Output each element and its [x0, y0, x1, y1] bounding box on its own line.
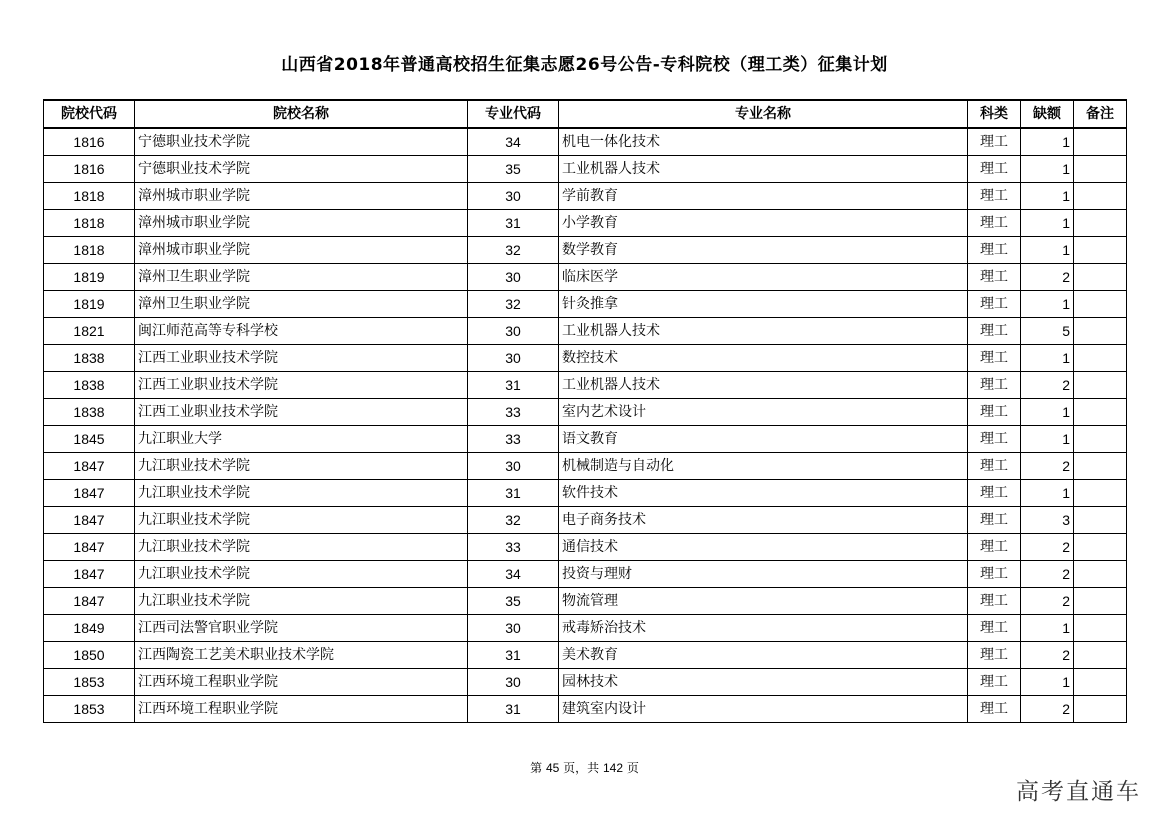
note-cell	[1074, 183, 1127, 210]
school-name-cell: 漳州卫生职业学院	[135, 291, 468, 318]
quota-cell: 1	[1021, 183, 1074, 210]
major-code-cell: 30	[468, 453, 559, 480]
table-row	[44, 264, 1127, 291]
school-name-cell: 漳州城市职业学院	[135, 183, 468, 210]
major-code-cell: 34	[468, 561, 559, 588]
table-row	[44, 588, 1127, 615]
table-row	[44, 642, 1127, 669]
footer-middle: 页，共	[563, 761, 600, 775]
quota-cell: 1	[1021, 210, 1074, 237]
school-code-cell: 1847	[44, 507, 135, 534]
table-row	[44, 534, 1127, 561]
school-code-cell: 1819	[44, 291, 135, 318]
note-cell	[1074, 426, 1127, 453]
table-row	[44, 183, 1127, 210]
category-cell: 理工	[968, 372, 1021, 399]
note-cell	[1074, 128, 1127, 156]
major-name-cell: 物流管理	[559, 588, 968, 615]
note-cell	[1074, 399, 1127, 426]
note-cell	[1074, 615, 1127, 642]
school-name-cell: 九江职业技术学院	[135, 534, 468, 561]
category-cell: 理工	[968, 615, 1021, 642]
table-row	[44, 399, 1127, 426]
note-cell	[1074, 318, 1127, 345]
major-name-cell: 机械制造与自动化	[559, 453, 968, 480]
school-name-cell: 九江职业技术学院	[135, 561, 468, 588]
note-cell	[1074, 237, 1127, 264]
major-code-cell: 31	[468, 696, 559, 723]
school-name-cell: 九江职业技术学院	[135, 588, 468, 615]
quota-cell: 1	[1021, 291, 1074, 318]
school-name-cell: 江西陶瓷工艺美术职业技术学院	[135, 642, 468, 669]
note-cell	[1074, 156, 1127, 183]
table-row	[44, 372, 1127, 399]
major-code-cell: 33	[468, 426, 559, 453]
major-code-cell: 35	[468, 588, 559, 615]
table-row	[44, 453, 1127, 480]
major-code-cell: 33	[468, 534, 559, 561]
category-cell: 理工	[968, 264, 1021, 291]
school-code-cell: 1819	[44, 264, 135, 291]
school-code-cell: 1850	[44, 642, 135, 669]
note-cell	[1074, 507, 1127, 534]
note-cell	[1074, 642, 1127, 669]
note-cell	[1074, 345, 1127, 372]
school-name-cell: 江西工业职业技术学院	[135, 399, 468, 426]
footer-suffix: 页	[626, 761, 639, 775]
major-name-cell: 临床医学	[559, 264, 968, 291]
major-name-cell: 数学教育	[559, 237, 968, 264]
major-name-cell: 工业机器人技术	[559, 318, 968, 345]
note-cell	[1074, 291, 1127, 318]
major-name-cell: 工业机器人技术	[559, 156, 968, 183]
quota-cell: 1	[1021, 237, 1074, 264]
quota-cell: 1	[1021, 128, 1074, 156]
note-cell	[1074, 453, 1127, 480]
page-title: 山西省2018年普通高校招生征集志愿26号公告-专科院校（理工类）征集计划	[281, 55, 888, 75]
category-cell: 理工	[968, 696, 1021, 723]
table-header-row	[44, 100, 1127, 128]
table-row	[44, 669, 1127, 696]
major-code-cell: 31	[468, 210, 559, 237]
school-name-cell: 江西工业职业技术学院	[135, 372, 468, 399]
school-code-cell: 1853	[44, 696, 135, 723]
major-name-cell: 语文教育	[559, 426, 968, 453]
major-name-cell: 针灸推拿	[559, 291, 968, 318]
header-school-name: 院校名称	[135, 100, 468, 128]
major-code-cell: 30	[468, 264, 559, 291]
header-category: 科类	[968, 100, 1021, 128]
major-code-cell: 30	[468, 318, 559, 345]
school-code-cell: 1847	[44, 534, 135, 561]
enrollment-plan-table	[43, 99, 1127, 723]
school-code-cell: 1847	[44, 561, 135, 588]
school-code-cell: 1838	[44, 372, 135, 399]
school-name-cell: 江西司法警官职业学院	[135, 615, 468, 642]
school-code-cell: 1849	[44, 615, 135, 642]
note-cell	[1074, 210, 1127, 237]
quota-cell: 2	[1021, 264, 1074, 291]
school-code-cell: 1838	[44, 345, 135, 372]
major-code-cell: 32	[468, 237, 559, 264]
school-code-cell: 1816	[44, 156, 135, 183]
school-name-cell: 宁德职业技术学院	[135, 156, 468, 183]
category-cell: 理工	[968, 345, 1021, 372]
category-cell: 理工	[968, 453, 1021, 480]
major-name-cell: 学前教育	[559, 183, 968, 210]
school-name-cell: 九江职业技术学院	[135, 480, 468, 507]
school-code-cell: 1821	[44, 318, 135, 345]
table-row	[44, 561, 1127, 588]
quota-cell: 2	[1021, 372, 1074, 399]
quota-cell: 2	[1021, 561, 1074, 588]
quota-cell: 2	[1021, 534, 1074, 561]
category-cell: 理工	[968, 399, 1021, 426]
note-cell	[1074, 696, 1127, 723]
major-name-cell: 工业机器人技术	[559, 372, 968, 399]
quota-cell: 1	[1021, 615, 1074, 642]
school-code-cell: 1838	[44, 399, 135, 426]
major-code-cell: 31	[468, 480, 559, 507]
major-name-cell: 投资与理财	[559, 561, 968, 588]
school-name-cell: 漳州卫生职业学院	[135, 264, 468, 291]
note-cell	[1074, 372, 1127, 399]
note-cell	[1074, 534, 1127, 561]
major-code-cell: 31	[468, 372, 559, 399]
category-cell: 理工	[968, 669, 1021, 696]
table-row	[44, 345, 1127, 372]
quota-cell: 1	[1021, 426, 1074, 453]
table-row	[44, 237, 1127, 264]
quota-cell: 1	[1021, 345, 1074, 372]
category-cell: 理工	[968, 210, 1021, 237]
note-cell	[1074, 264, 1127, 291]
table-row	[44, 128, 1127, 156]
school-name-cell: 闽江师范高等专科学校	[135, 318, 468, 345]
table-row	[44, 318, 1127, 345]
quota-cell: 2	[1021, 642, 1074, 669]
table-row	[44, 480, 1127, 507]
header-major-name: 专业名称	[559, 100, 968, 128]
note-cell	[1074, 480, 1127, 507]
header-quota: 缺额	[1021, 100, 1074, 128]
category-cell: 理工	[968, 480, 1021, 507]
table-row	[44, 696, 1127, 723]
category-cell: 理工	[968, 588, 1021, 615]
note-cell	[1074, 561, 1127, 588]
school-code-cell: 1818	[44, 237, 135, 264]
category-cell: 理工	[968, 318, 1021, 345]
school-name-cell: 九江职业大学	[135, 426, 468, 453]
school-code-cell: 1853	[44, 669, 135, 696]
category-cell: 理工	[968, 426, 1021, 453]
school-code-cell: 1818	[44, 210, 135, 237]
table-row	[44, 507, 1127, 534]
school-code-cell: 1847	[44, 588, 135, 615]
footer-total-pages: 142	[603, 761, 624, 775]
note-cell	[1074, 588, 1127, 615]
category-cell: 理工	[968, 237, 1021, 264]
quota-cell: 1	[1021, 480, 1074, 507]
major-code-cell: 30	[468, 183, 559, 210]
school-name-cell: 九江职业技术学院	[135, 453, 468, 480]
major-name-cell: 美术教育	[559, 642, 968, 669]
major-name-cell: 戒毒矫治技术	[559, 615, 968, 642]
school-name-cell: 漳州城市职业学院	[135, 210, 468, 237]
quota-cell: 5	[1021, 318, 1074, 345]
school-name-cell: 漳州城市职业学院	[135, 237, 468, 264]
table-row	[44, 615, 1127, 642]
major-name-cell: 电子商务技术	[559, 507, 968, 534]
category-cell: 理工	[968, 291, 1021, 318]
major-code-cell: 35	[468, 156, 559, 183]
school-code-cell: 1847	[44, 480, 135, 507]
school-code-cell: 1845	[44, 426, 135, 453]
major-code-cell: 32	[468, 507, 559, 534]
table-row	[44, 291, 1127, 318]
table-row	[44, 210, 1127, 237]
table-body	[44, 128, 1127, 723]
category-cell: 理工	[968, 128, 1021, 156]
footer-prefix: 第	[530, 761, 543, 775]
major-name-cell: 建筑室内设计	[559, 696, 968, 723]
header-school-code: 院校代码	[44, 100, 135, 128]
category-cell: 理工	[968, 183, 1021, 210]
school-code-cell: 1816	[44, 128, 135, 156]
school-name-cell: 九江职业技术学院	[135, 507, 468, 534]
school-name-cell: 江西环境工程职业学院	[135, 696, 468, 723]
category-cell: 理工	[968, 534, 1021, 561]
major-code-cell: 30	[468, 345, 559, 372]
school-name-cell: 江西工业职业技术学院	[135, 345, 468, 372]
major-code-cell: 32	[468, 291, 559, 318]
footer-page-number: 45	[545, 761, 560, 775]
category-cell: 理工	[968, 642, 1021, 669]
quota-cell: 3	[1021, 507, 1074, 534]
table-row	[44, 426, 1127, 453]
major-name-cell: 数控技术	[559, 345, 968, 372]
quota-cell: 1	[1021, 156, 1074, 183]
school-name-cell: 江西环境工程职业学院	[135, 669, 468, 696]
major-code-cell: 33	[468, 399, 559, 426]
major-name-cell: 软件技术	[559, 480, 968, 507]
major-name-cell: 室内艺术设计	[559, 399, 968, 426]
major-name-cell: 小学教育	[559, 210, 968, 237]
major-code-cell: 31	[468, 642, 559, 669]
school-code-cell: 1847	[44, 453, 135, 480]
major-name-cell: 机电一体化技术	[559, 128, 968, 156]
major-code-cell: 30	[468, 669, 559, 696]
quota-cell: 2	[1021, 588, 1074, 615]
category-cell: 理工	[968, 507, 1021, 534]
quota-cell: 1	[1021, 399, 1074, 426]
major-code-cell: 30	[468, 615, 559, 642]
major-code-cell: 34	[468, 128, 559, 156]
quota-cell: 2	[1021, 696, 1074, 723]
watermark-logo-text: 高考直通车	[1016, 779, 1141, 805]
table-row	[44, 156, 1127, 183]
quota-cell: 1	[1021, 669, 1074, 696]
major-name-cell: 园林技术	[559, 669, 968, 696]
category-cell: 理工	[968, 156, 1021, 183]
note-cell	[1074, 669, 1127, 696]
header-note: 备注	[1074, 100, 1127, 128]
header-major-code: 专业代码	[468, 100, 559, 128]
school-name-cell: 宁德职业技术学院	[135, 128, 468, 156]
page-footer	[0, 759, 1169, 776]
category-cell: 理工	[968, 561, 1021, 588]
school-code-cell: 1818	[44, 183, 135, 210]
quota-cell: 2	[1021, 453, 1074, 480]
major-name-cell: 通信技术	[559, 534, 968, 561]
